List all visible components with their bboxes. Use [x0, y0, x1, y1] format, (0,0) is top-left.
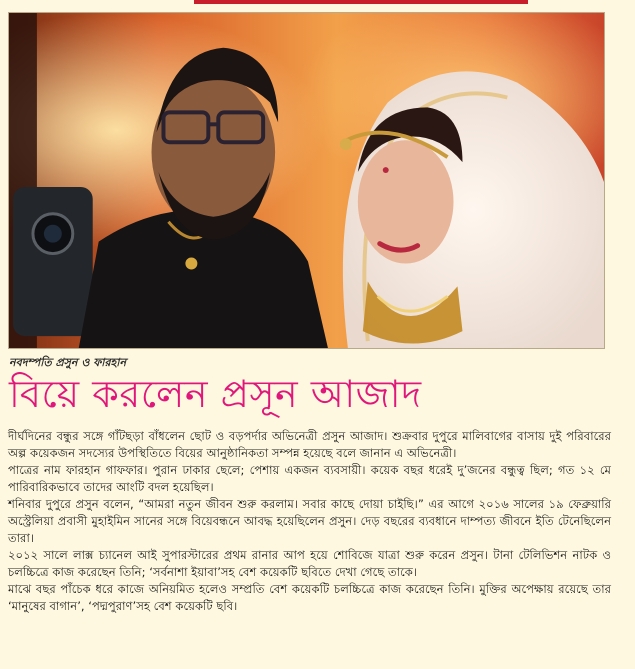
article-body: [8, 428, 611, 615]
photo-caption: নবদম্পতি প্রসুন ও ফারহান: [9, 356, 127, 369]
top-rule: [194, 0, 528, 4]
article-paragraph: দীর্ঘদিনের বন্ধুর সঙ্গে গাঁটছড়া বাঁধলেন ছোট ও বড়পর্দার অভিনেত্রী প্রসুন আজাদ। শুক্রবার দুপুরে মালিবাগের বাসায় দুই পরিবারের অল্প কয়েকজন সদস্যের উপস্থিতিতে বিয়ের আনুষ্ঠানিকতা সম্পন্ন হয়েছে বলে জানান এ অভিনেত্রী।: [8, 429, 611, 460]
article-paragraph: ২০১২ সালে লাক্স চ্যানেল আই সুপারস্টারের প্রথম রানার আপ হয়ে শোবিজে যাত্রা শুরু করেন প্রসুন। টানা টেলিভিশন নাটক ও চলচ্চিত্রে কাজ করেছেন তিনি; ‘সর্বনাশা ইয়াবা’সহ বেশ কয়েকটি ছবিতে দেখা গেছে তাকে।: [8, 548, 611, 579]
couple-photo: [8, 12, 605, 349]
article-paragraph: পাত্রের নাম ফারহান গাফফার। পুরান ঢাকার ছেলে; পেশায় একজন ব্যবসায়ী। কয়েক বছর ধরেই দু’জনের বন্ধুত্ব ছিল; গত ১২ মে পারিবারিকভাবে তাদের আংটি বদল হয়েছিল।: [8, 463, 611, 494]
article-paragraph: শনিবার দুপুরে প্রসুন বলেন, “আমরা নতুন জীবন শুরু করলাম। সবার কাছে দোয়া চাইছি।” এর আগে ২০১৬ সালের ১৯ ফেব্রুয়ারি অস্ট্রেলিয়া প্রবাসী মুহাইমিন সানের সঙ্গে বিয়েবন্ধনে আবদ্ধ হয়েছিলেন প্রসুন। দেড় বছরের ব্যবধানে দাম্পত্য জীবনে ইতি টেনেছিলেন তারা।: [8, 497, 611, 545]
headline: বিয়ে করলেন প্রসূন আজাদ: [9, 372, 422, 416]
article-paragraph: মাঝে বছর পাঁচেক ধরে কাজে অনিয়মিত হলেও সম্প্রতি বেশ কয়েকটি চলচ্চিত্রে কাজ করেছেন তিনি। মুক্তির অপেক্ষায় রয়েছে তার ‘মানুষের বাগান’, ‘পদ্মপুরাণ’সহ বেশ কয়েকটি ছবি।: [8, 582, 611, 613]
